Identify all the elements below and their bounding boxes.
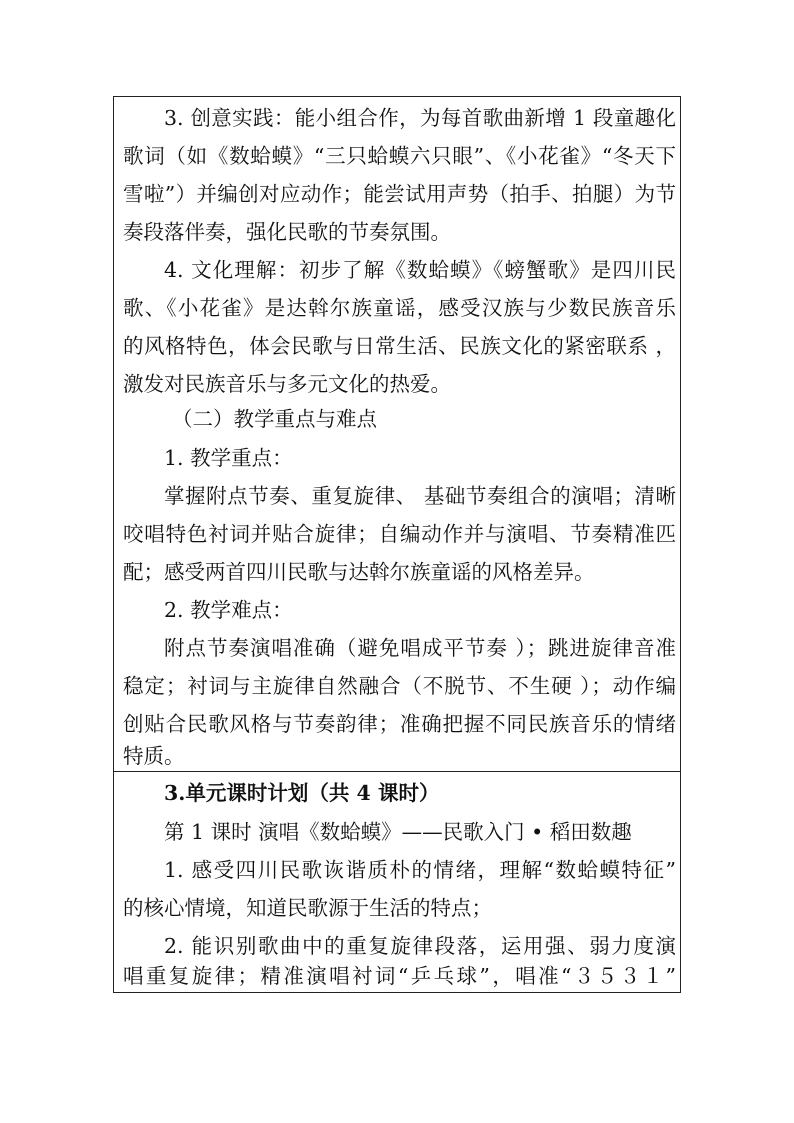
objective-line-7: 的风格特色，体会民歌与日常生活、民族文化的紧密联系 ， bbox=[123, 334, 676, 358]
plan-line-3: 2. 能识别歌曲中的重复旋律段落，运用强、弱力度演 bbox=[164, 934, 676, 958]
focus-label: 1. 教学重点： bbox=[164, 446, 293, 470]
plan-line-2: 的核心情境，知道民歌源于生活的特点； bbox=[123, 896, 492, 920]
difficulty-label: 2. 教学难点： bbox=[164, 598, 293, 622]
objective-line-8: 激发对民族音乐与多元文化的热爱。 bbox=[123, 372, 451, 396]
focus-line-2: 咬唱特色衬词并贴合旋律；自编动作并与演唱、节奏精准匹 bbox=[123, 522, 676, 546]
document-table bbox=[113, 96, 681, 993]
objective-line-5: 4. 文化理解：初步了解《数蛤蟆》《螃蟹歌》是四川民 bbox=[164, 258, 676, 282]
objective-line-4: 奏段落伴奏，强化民歌的节奏氛围。 bbox=[123, 220, 451, 244]
objective-line-1: 3. 创意实践：能小组合作，为每首歌曲新增 1 段童趣化 bbox=[164, 106, 676, 130]
focus-line-3: 配；感受两首四川民歌与达斡尔族童谣的风格差异。 bbox=[123, 560, 595, 584]
difficulty-line-2: 稳定；衬词与主旋律自然融合（不脱节、不生硬 ）；动作编 bbox=[123, 674, 676, 698]
difficulty-line-4: 特质。 bbox=[123, 744, 185, 768]
plan-line-4: 唱重复旋律；精准演唱衬词“乒乓球”，唱准“３５３１” bbox=[123, 964, 676, 988]
objective-line-6: 歌、《小花雀》是达斡尔族童谣，感受汉族与少数民族音乐 bbox=[123, 296, 676, 320]
plan-heading: 3.单元课时计划（共 4 课时） bbox=[164, 781, 440, 805]
difficulty-line-3: 创贴合民歌风格与节奏韵律；准确把握不同民族音乐的情绪 bbox=[123, 712, 676, 736]
plan-line-1: 1. 感受四川民歌诙谐质朴的情绪，理解“数蛤蟆特征” bbox=[164, 858, 676, 882]
lesson-title: 第 1 课时 演唱《数蛤蟆》——民歌入门 • 稻田数趣 bbox=[164, 820, 632, 844]
difficulty-line-1: 附点节奏演唱准确（避免唱成平节奏 ）；跳进旋律音准 bbox=[164, 636, 676, 660]
objective-line-3: 雪啦”）并编创对应动作；能尝试用声势（拍手、拍腿）为节 bbox=[123, 182, 676, 206]
focus-line-1: 掌握附点节奏、重复旋律、 基础节奏组合的演唱；清晰 bbox=[164, 484, 676, 508]
keypoints-heading: （二）教学重点与难点 bbox=[172, 407, 377, 431]
objective-line-2: 歌词（如《数蛤蟆》“三只蛤蟆六只眼”、《小花雀》“冬天下 bbox=[123, 144, 676, 168]
table-row-divider bbox=[114, 771, 680, 772]
